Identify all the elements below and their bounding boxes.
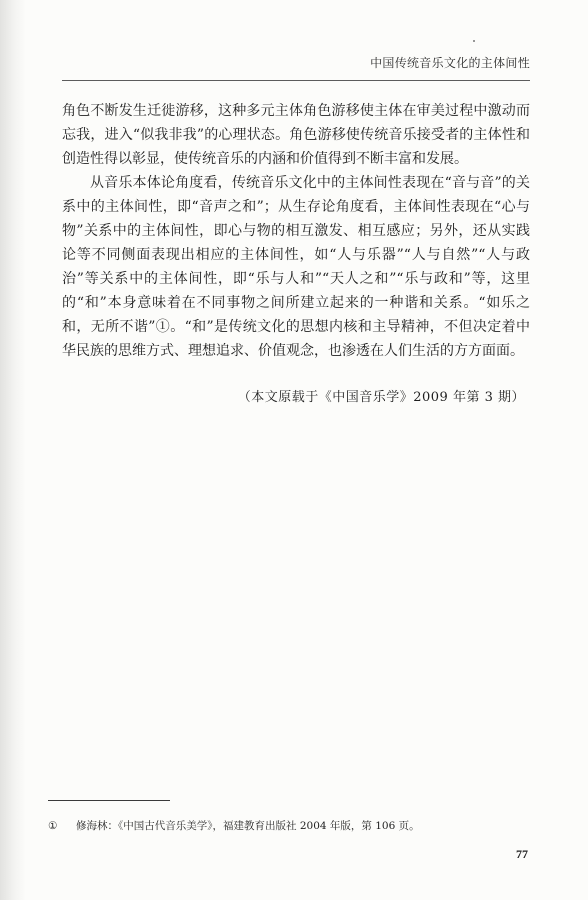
scan-speck (473, 40, 475, 42)
footnote-text: 修海林：《中国古代音乐美学》，福建教育出版社 2004 年版，第 106 页。 (76, 820, 420, 832)
footnote-item (48, 818, 528, 834)
footnote-rule (48, 800, 170, 801)
running-header-title: 中国传统音乐文化的主体间性 (370, 56, 530, 70)
source-note: （本文原载于《中国音乐学》2009 年第 3 期） (237, 390, 525, 405)
paragraph-ontology: 从音乐本体论角度看，传统音乐文化中的主体间性表现在“音与音”的关系中的主体间性，即“音声之和”；从生存论角度看，主体间性表现在“心与物”关系中的主体间性，即心与物的相互激发、相互感应；另外，还从实践论等不同侧面表现出相应的主体间性，如“人与乐器”“人与自然”“人与政治”等关系中的主体间性，即“乐与人和”“天人之和”“乐与政和”等，这里的“和”本身意味着在不同事物之间所建立起来的一种谐和关系。“如乐之和，无所不谐”①。“和”是传统文化的思想内核和主导精神，不但决定着中华民族的思维方式、理想追求、价值观念，也渗透在人们生活的方方面面。 (62, 175, 530, 359)
page-number: 77 (516, 847, 528, 861)
paragraph-continuation: 角色不断发生迁徙游移，这种多元主体角色游移使主体在审美过程中激动而忘我，进入“似我非我”的心理状态。角色游移使传统音乐接受者的主体性和创造性得以彰显，使传统音乐的内涵和价值得到不断丰富和发展。 (62, 103, 530, 167)
footnote-marker: ① (48, 820, 58, 832)
page-binding-shadow (0, 0, 26, 900)
header-rule (62, 80, 530, 81)
main-text (62, 99, 530, 363)
